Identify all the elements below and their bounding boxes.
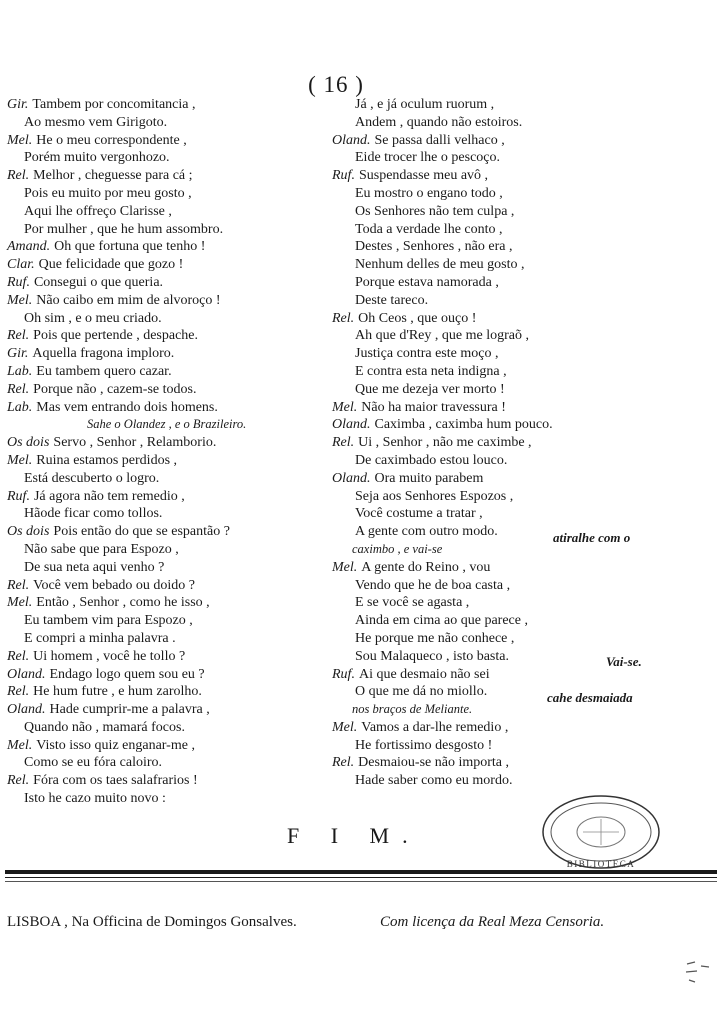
verse-text: Eu tambem vim para Espozo , <box>24 613 193 629</box>
verse-text: Está descuberto o logro. <box>24 470 160 486</box>
verse-line <box>332 132 652 150</box>
verse-line <box>7 238 337 256</box>
verse-line <box>332 470 652 488</box>
speaker-label: Gir. <box>7 346 29 362</box>
verse-line <box>7 630 337 648</box>
verse-line <box>7 114 337 132</box>
verse-text: Porque estava namorada , <box>355 274 499 290</box>
verse-line <box>332 452 652 470</box>
speaker-label: Gir. <box>7 97 29 112</box>
verse-text: Não ha maior travessura ! <box>361 399 506 415</box>
verse-text: Deste tareco. <box>355 292 429 308</box>
verse-line <box>7 559 337 577</box>
verse-line <box>332 754 652 772</box>
verse-line <box>7 96 337 114</box>
verse-line <box>332 345 652 363</box>
verse-line <box>7 345 337 363</box>
speaker-label: Rel. <box>7 684 30 700</box>
verse-text: He porque me não conhece , <box>355 630 515 646</box>
speaker-label: Mel. <box>7 452 33 468</box>
verse-line <box>7 470 337 488</box>
verse-text: Nenhum delles de meu gosto , <box>355 257 525 273</box>
speaker-label: Rel. <box>7 381 30 397</box>
speaker-label: Rel. <box>7 168 30 184</box>
verse-line <box>332 292 652 310</box>
speaker-label: Mel. <box>7 292 33 308</box>
verse-line <box>332 594 652 612</box>
verse-text: Hade cumprir-me a palavra , <box>49 702 210 718</box>
verse-line <box>7 701 337 719</box>
speaker-label: Oland. <box>332 417 371 433</box>
verse-text: Ah que d'Rey , que me lograõ , <box>355 328 529 344</box>
verse-text: Que felicidade que gozo ! <box>38 257 184 273</box>
verse-text: A gente com outro modo. <box>355 524 498 540</box>
verse-line <box>7 132 337 150</box>
speaker-label: Os dois <box>7 435 50 451</box>
verse-text: Ai que desmaio não sei <box>358 666 490 682</box>
speaker-label: Oland. <box>332 132 371 148</box>
verse-text: Porque não , cazem-se todos. <box>33 381 197 397</box>
verse-text: Justiça contra este moço , <box>355 346 499 362</box>
verse-line <box>7 310 337 328</box>
verse-text: Seja aos Senhores Espozos , <box>355 488 514 504</box>
speaker-label: Ruf. <box>332 168 355 184</box>
svg-text:BIBLIOTECA: BIBLIOTECA <box>566 859 636 869</box>
verse-text: Oh que fortuna que tenho ! <box>54 239 206 255</box>
verse-line <box>332 416 652 434</box>
verse-text: Fóra com os taes salafrarios ! <box>33 773 198 789</box>
verse-text: Não caibo em mim de alvoroço ! <box>36 292 221 308</box>
verse-text: Os Senhores não tem culpa , <box>355 203 515 219</box>
verse-text: Aqui lhe offreço Clarisse , <box>24 203 172 219</box>
verse-text: Não sabe que para Espozo , <box>24 541 179 557</box>
verse-text: Por mulher , que he hum assombro. <box>24 221 224 237</box>
verse-line <box>332 737 652 755</box>
verse-text: Você costume a tratar , <box>355 506 483 522</box>
fim-heading: F I M. <box>287 823 421 848</box>
verse-text: Ruina estamos perdidos , <box>36 452 178 468</box>
verse-text: Eu mostro o engano todo , <box>355 185 503 201</box>
verse-text: E se você se agasta , <box>355 595 470 611</box>
verse-text: Hãode ficar como tollos. <box>24 506 163 522</box>
stage-direction <box>7 416 337 434</box>
verse-line <box>7 256 337 274</box>
verse-line <box>332 185 652 203</box>
verse-line <box>332 772 652 790</box>
verse-line <box>332 327 652 345</box>
verse-text: Sou Malaqueco , isto basta. <box>355 648 509 664</box>
verse-text: He hum futre , e hum zarolho. <box>33 684 202 700</box>
divider-thin-lower <box>5 881 717 882</box>
speaker-label: Rel. <box>7 328 30 344</box>
verse-line <box>7 203 337 221</box>
speaker-label: Os dois <box>7 524 50 540</box>
verse-text: Vendo que he de boa casta , <box>355 577 511 593</box>
verse-line <box>332 149 652 167</box>
verse-line <box>332 434 652 452</box>
verse-line <box>7 737 337 755</box>
speaker-label: Lab. <box>7 399 33 415</box>
verse-text: Já , e já oculum ruorum , <box>355 97 495 112</box>
verse-text: Vamos a dar-lhe remedio , <box>361 719 509 735</box>
verse-text: Eu tambem quero cazar. <box>36 363 172 379</box>
verse-line <box>7 221 337 239</box>
verse-line <box>332 399 652 417</box>
verse-text: Oh sim , e o meu criado. <box>24 310 162 326</box>
verse-line <box>7 790 337 808</box>
verse-text: Oh Ceos , que ouço ! <box>358 310 477 326</box>
license-line: Com licença da Real Meza Censoria. <box>380 914 605 930</box>
page-number: ( 16 ) <box>308 72 364 97</box>
verse-text: Caximba , caximba hum pouco. <box>374 417 553 433</box>
corner-mark <box>683 958 713 988</box>
verse-text: De sua neta aqui venho ? <box>24 559 165 575</box>
verse-text: Ui homem , você he tollo ? <box>33 648 186 664</box>
verse-line <box>7 185 337 203</box>
verse-line <box>7 772 337 790</box>
verse-text: Servo , Senhor , Relamborio. <box>53 435 217 451</box>
speaker-label: Amand. <box>7 239 51 255</box>
verse-line <box>332 666 652 684</box>
verse-line <box>332 256 652 274</box>
verse-text: He fortissimo desgosto ! <box>355 737 493 753</box>
speaker-label: Oland. <box>332 470 371 486</box>
verse-text: He o meu correspondente , <box>36 132 187 148</box>
verse-line <box>332 363 652 381</box>
speaker-label: Mel. <box>332 719 358 735</box>
speaker-label: Rel. <box>7 773 30 789</box>
verse-text: Ui , Senhor , não me caximbe , <box>358 435 532 451</box>
verse-line <box>7 381 337 399</box>
verse-text: De caximbado estou louco. <box>355 452 508 468</box>
verse-line <box>332 648 652 666</box>
verse-line <box>332 559 652 577</box>
verse-text: Andem , quando não estoiros. <box>355 114 523 130</box>
verse-text: Que me dezeja ver morto ! <box>355 381 505 397</box>
verse-line <box>332 274 652 292</box>
verse-text: O que me dá no miollo. <box>355 684 488 700</box>
verse-line <box>7 648 337 666</box>
verse-text: E compri a minha palavra . <box>24 630 176 646</box>
verse-text: Ainda em cima ao que parece , <box>355 613 528 629</box>
verse-text: Ora muito parabem <box>374 470 484 486</box>
verse-line <box>7 452 337 470</box>
verse-text: Já agora não tem remedio , <box>33 488 185 504</box>
stage-direction-atira: atiralhe com o <box>553 530 631 545</box>
verse-line <box>332 488 652 506</box>
verse-text: Pois eu muito por meu gosto , <box>24 185 192 201</box>
verse-line <box>7 577 337 595</box>
verse-line <box>332 630 652 648</box>
left-column <box>7 96 337 808</box>
speaker-label: Ruf. <box>7 488 30 504</box>
verse-text: Desmaiou-se não importa , <box>358 755 510 771</box>
speaker-label: Ruf. <box>7 274 30 290</box>
verse-line <box>7 149 337 167</box>
verse-line <box>332 167 652 185</box>
verse-text: Quando não , mamará focos. <box>24 719 185 735</box>
verse-line <box>332 505 652 523</box>
verse-line <box>332 612 652 630</box>
right-column <box>332 96 652 790</box>
verse-line <box>332 238 652 256</box>
verse-line <box>7 434 337 452</box>
verse-text: Porém muito vergonhozo. <box>24 150 170 166</box>
verse-line <box>332 114 652 132</box>
verse-line <box>7 754 337 772</box>
verse-text: Ao mesmo vem Girigoto. <box>24 114 168 130</box>
verse-text: Tambem por concomitancia , <box>32 97 196 112</box>
speaker-label: Oland. <box>7 666 46 682</box>
speaker-label: Mel. <box>7 737 33 753</box>
verse-line <box>7 541 337 559</box>
stage-direction-cahe: cahe desmaiada <box>547 690 633 705</box>
verse-line <box>7 719 337 737</box>
speaker-label: Lab. <box>7 363 33 379</box>
verse-line <box>332 310 652 328</box>
speaker-label: Rel. <box>7 648 30 664</box>
imprint-line: LISBOA , Na Officina de Domingos Gonsalves. <box>7 914 297 930</box>
speaker-label: Mel. <box>7 132 33 148</box>
verse-line <box>332 96 652 114</box>
verse-line <box>332 221 652 239</box>
verse-line <box>7 523 337 541</box>
stage-direction-text: caximbo , e vai-se <box>352 541 443 556</box>
verse-text: Toda a verdade lhe conto , <box>355 221 503 237</box>
verse-line <box>332 577 652 595</box>
verse-line <box>7 167 337 185</box>
verse-text: Se passa dalli velhaco , <box>374 132 505 148</box>
divider-thin <box>5 877 717 878</box>
verse-text: Hade saber como eu mordo. <box>355 773 513 789</box>
verse-line <box>7 594 337 612</box>
verse-text: Você vem bebado ou doido ? <box>33 577 196 593</box>
stage-direction-text: nos braços de Meliante. <box>352 702 473 717</box>
verse-line <box>7 666 337 684</box>
verse-text: Isto he cazo muito novo : <box>24 791 166 807</box>
verse-text: Melhor , cheguesse para cá ; <box>33 168 193 184</box>
verse-line <box>332 203 652 221</box>
speaker-label: Clar. <box>7 257 35 273</box>
verse-line <box>7 399 337 417</box>
speaker-label: Rel. <box>332 310 355 326</box>
divider-thick <box>5 870 717 874</box>
verse-text: Endago logo quem sou eu ? <box>49 666 205 682</box>
speaker-label: Oland. <box>7 702 46 718</box>
speaker-label: Mel. <box>332 559 358 575</box>
speaker-label: Mel. <box>332 399 358 415</box>
verse-text: Então , Senhor , como he isso , <box>36 595 210 611</box>
speaker-label: Rel. <box>332 755 355 771</box>
stage-direction-vai: Vai-se. <box>606 654 642 669</box>
speaker-label: Rel. <box>332 435 355 451</box>
verse-text: Consegui o que queria. <box>33 274 164 290</box>
verse-text: Eide trocer lhe o pescoço. <box>355 150 500 166</box>
verse-text: E contra esta neta indigna , <box>355 363 507 379</box>
speaker-label: Ruf. <box>332 666 355 682</box>
verse-text: Pois então do que se espantão ? <box>53 524 230 540</box>
verse-line <box>7 505 337 523</box>
verse-text: Suspendasse meu avô , <box>358 168 489 184</box>
library-stamp <box>538 792 664 872</box>
verse-line <box>7 363 337 381</box>
verse-text: Mas vem entrando dois homens. <box>36 399 218 415</box>
verse-line <box>332 719 652 737</box>
verse-line <box>7 683 337 701</box>
verse-line <box>7 327 337 345</box>
verse-line <box>7 274 337 292</box>
verse-text: Destes , Senhores , não era , <box>355 239 513 255</box>
speaker-label: Rel. <box>7 577 30 593</box>
verse-text: Como se eu fóra caloiro. <box>24 755 163 771</box>
verse-text: Pois que pertende , despache. <box>33 328 198 344</box>
verse-line <box>7 488 337 506</box>
verse-text: Visto isso quiz enganar-me , <box>36 737 195 753</box>
verse-line <box>7 292 337 310</box>
verse-line <box>7 612 337 630</box>
verse-text: A gente do Reino , vou <box>361 559 491 575</box>
verse-line <box>332 381 652 399</box>
verse-text: Aquella fragona imploro. <box>32 346 175 362</box>
stage-direction-text: Sahe o Olandez , e o Brazileiro. <box>87 417 247 432</box>
speaker-label: Mel. <box>7 595 33 611</box>
